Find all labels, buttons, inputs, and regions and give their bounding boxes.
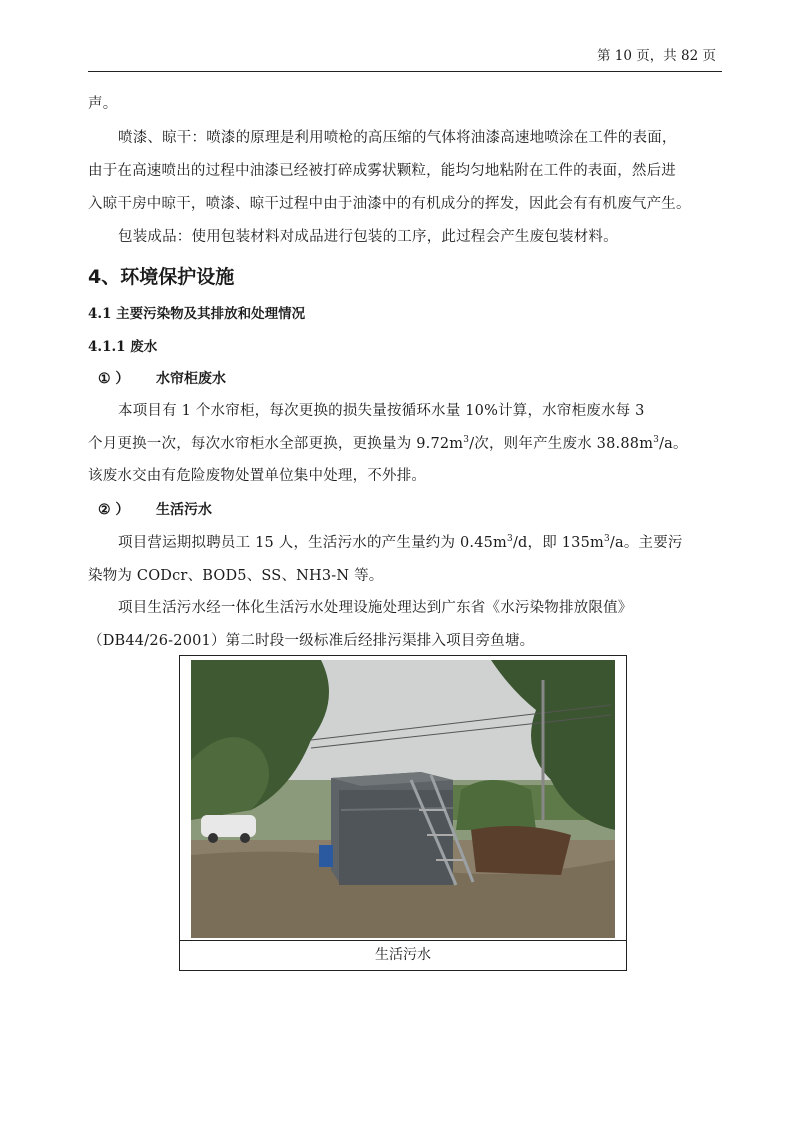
figure-box xyxy=(179,655,627,971)
paragraph-line: （DB44/26-2001）第二时段一级标准后经排污渠排入项目旁鱼塘。 xyxy=(88,633,535,649)
paragraph-line: 包装成品：使用包装材料对成品进行包装的工序，此过程会产生废包装材料。 xyxy=(118,229,618,245)
paragraph-line: 入晾干房中晾干，喷漆、晾干过程中由于油漆中的有机成分的挥发，因此会有有机废气产生。 xyxy=(88,196,691,212)
item-heading-domestic-sewage xyxy=(98,499,212,519)
figure-caption: 生活污水 xyxy=(375,947,431,963)
paragraph-line: 声。 xyxy=(88,96,118,112)
paragraph-line: 个月更换一次，每次水帘柜水全部更换，更换量为 $9.72m^3/$次，则年产生废水 $38.88m^3/a$。 xyxy=(88,435,688,452)
paragraph-line: 染物为 CODcr、BOD5、SS、NH3-N 等。 xyxy=(88,568,384,584)
superscript: 3 xyxy=(463,435,470,445)
item-heading-water-curtain xyxy=(98,368,226,388)
paragraph-line: 该废水交由有危险废物处置单位集中处理，不外排。 xyxy=(88,468,427,484)
subsection-heading: 4.1 主要污染物及其排放和处理情况 xyxy=(88,306,306,322)
sewage-facility-photo xyxy=(191,660,615,938)
page-number: 第 10 页，共 82 页 xyxy=(596,48,716,64)
superscript: 3 xyxy=(603,534,610,544)
superscript: 3 xyxy=(507,534,513,544)
superscript: 3 xyxy=(653,435,660,445)
item-number: ① ） xyxy=(98,371,130,387)
header-divider xyxy=(88,71,722,72)
item-number: ② ） xyxy=(98,502,130,518)
paragraph-line: 项目营运期拟聘员工 15 人，生活污水的产生量约为 $0.45m^3/d$，即 $135m^3/a$。主要污 xyxy=(118,534,683,551)
paragraph-line: 项目生活污水经一体化生活污水处理设施处理达到广东省《水污染物排放限值》 xyxy=(118,600,633,616)
section-heading: 4、环境保护设施 xyxy=(88,266,235,288)
item-title: 水帘柜废水 xyxy=(156,371,226,387)
caption-divider xyxy=(180,940,626,941)
paragraph-line: 由于在高速喷出的过程中油漆已经被打碎成雾状颗粒，能均匀地粘附在工件的表面，然后进 xyxy=(88,163,676,179)
paragraph-line: 喷漆、晾干：喷漆的原理是利用喷枪的高压缩的气体将油漆高速地喷涂在工件的表面， xyxy=(118,130,677,146)
paragraph-line: 本项目有 1 个水帘柜，每次更换的损失量按循环水量 10%计算，水帘柜废水每 3 xyxy=(118,403,645,419)
subsubsection-heading: 4.1.1 废水 xyxy=(88,339,158,355)
item-title: 生活污水 xyxy=(156,502,212,518)
